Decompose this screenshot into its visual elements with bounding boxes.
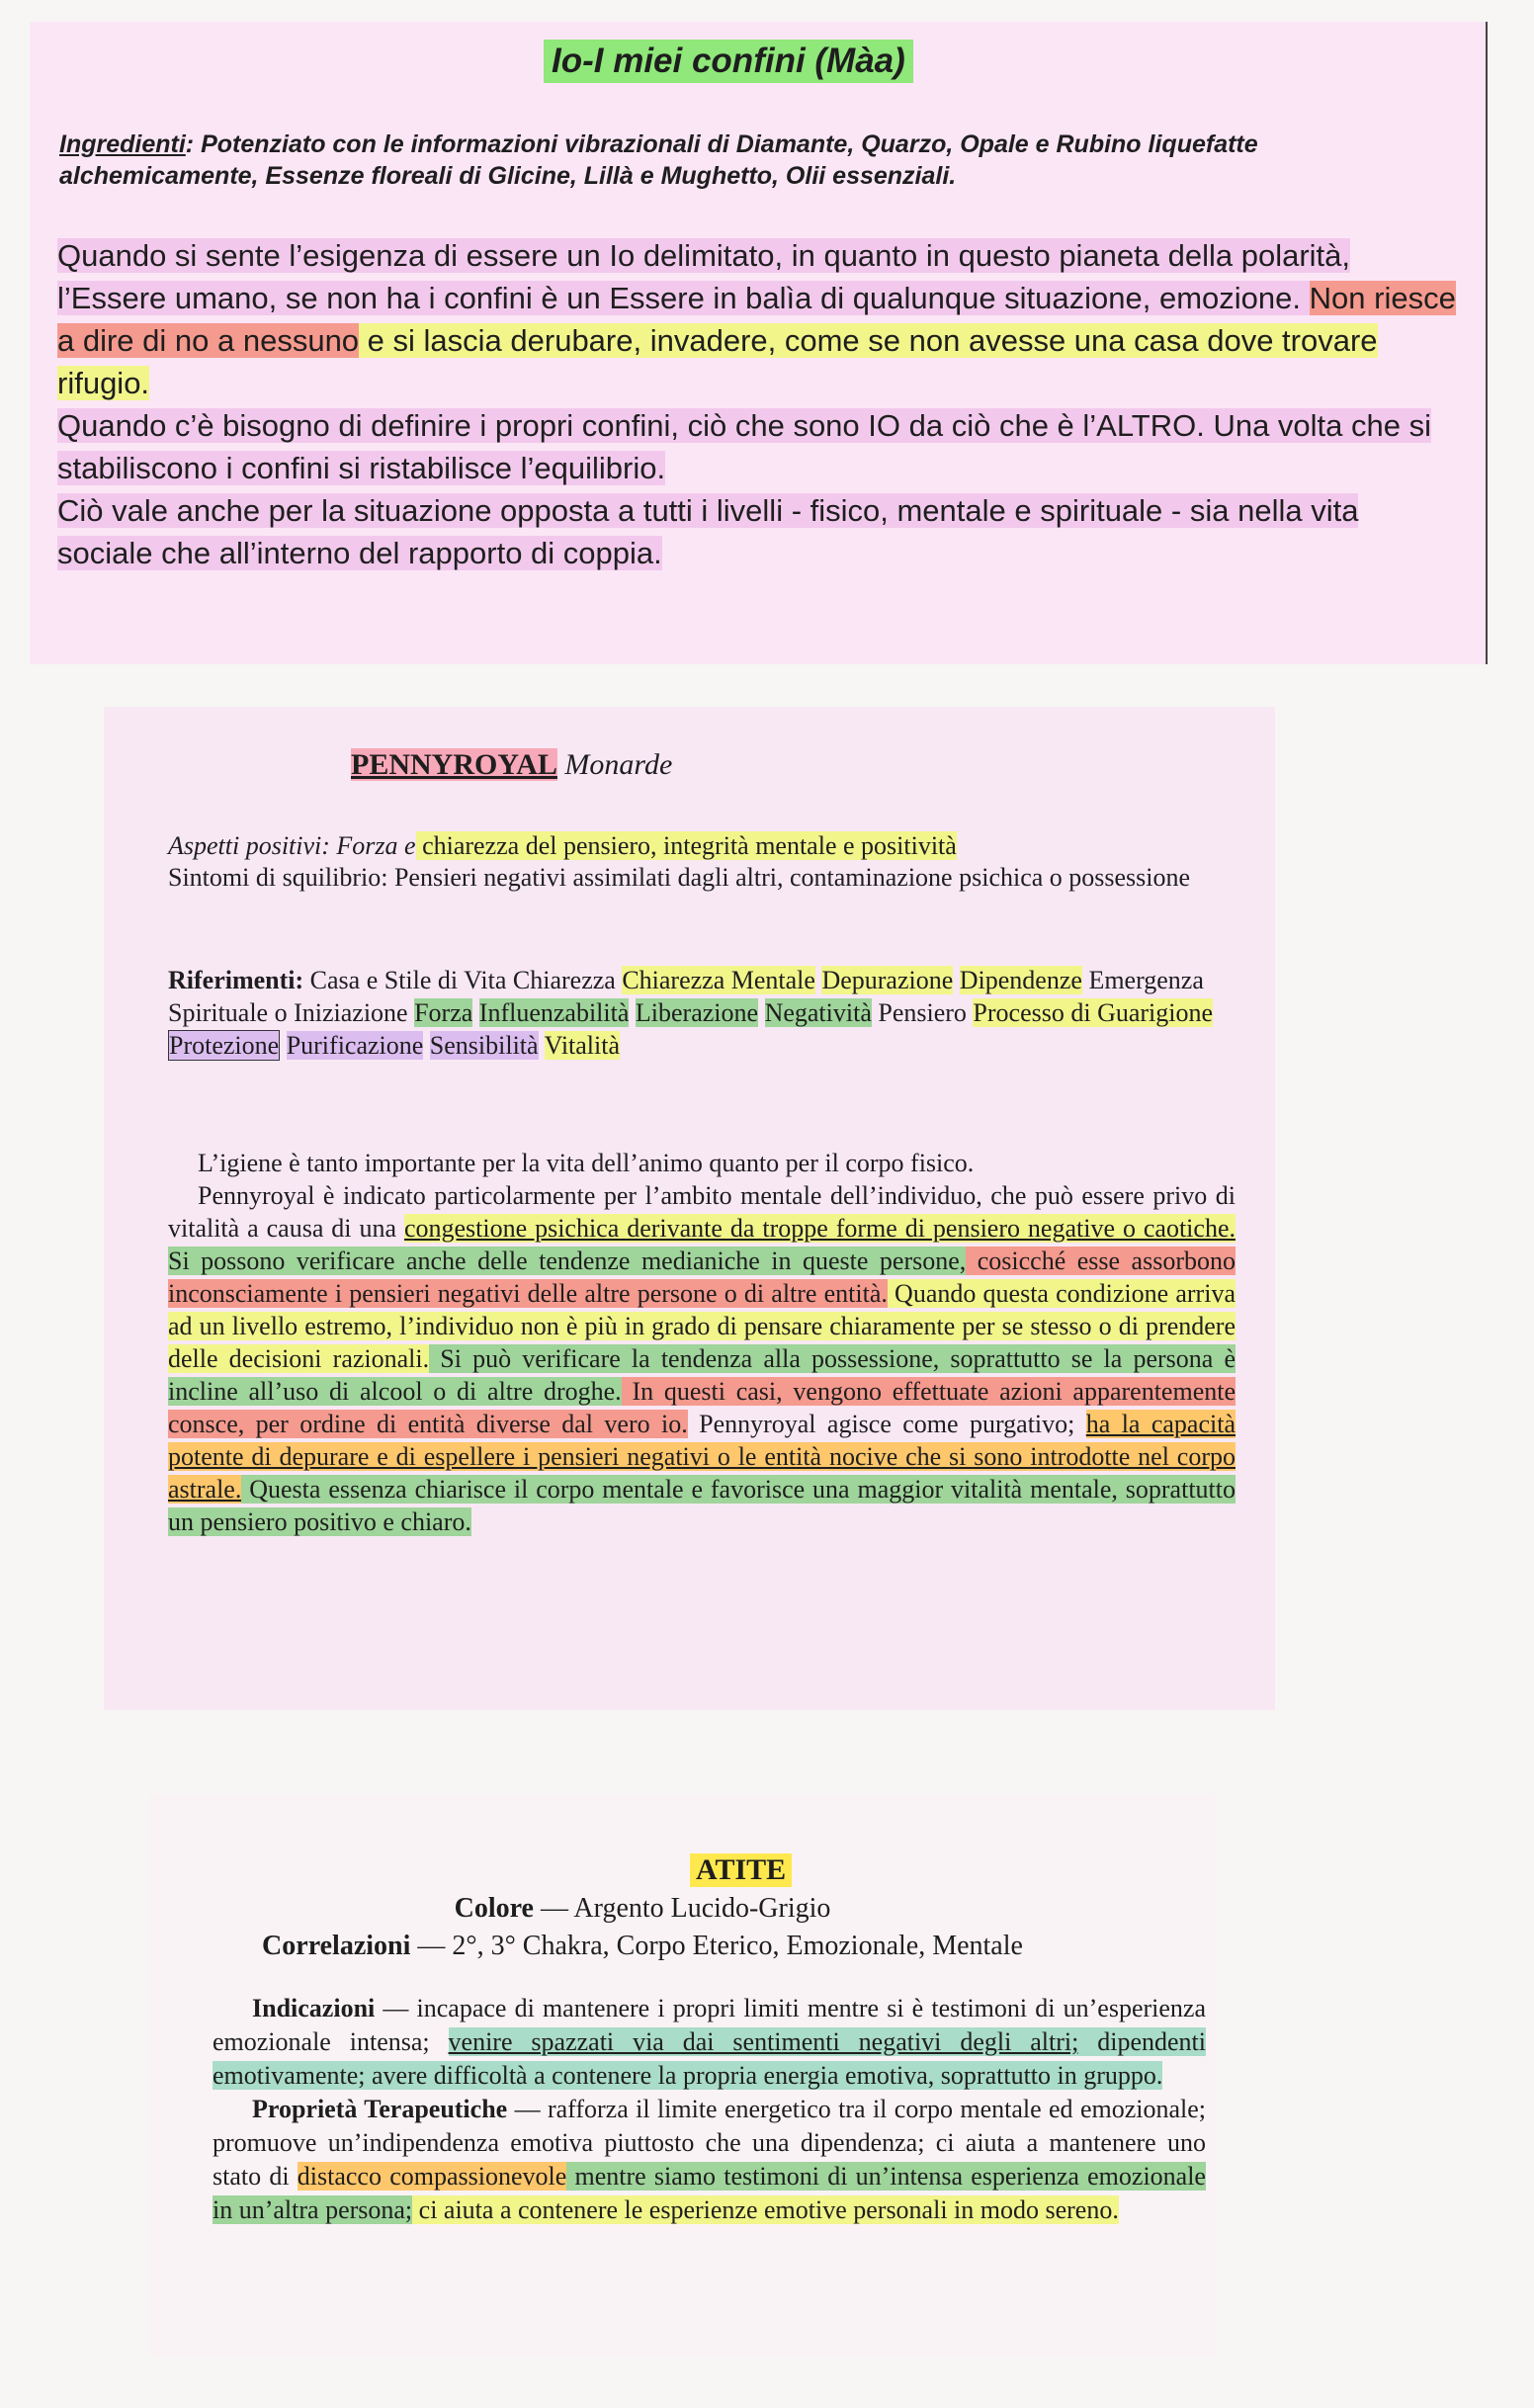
ref-item: Protezione [169, 1031, 280, 1060]
ingredients-label: Ingredienti [59, 130, 186, 158]
atite-colore [148, 1893, 1137, 1925]
body-p2-a: Pennyroyal è indicato particolarmente per l’ambito mentale dell’individuo, che può essere privo di vitalità a causa di una [168, 1181, 1236, 1243]
body-p2-f: Si può verificare la tendenza alla possessione, soprattutto se la persona è incline all’uso di alcool o di altre droghe. [168, 1344, 1236, 1406]
pennyroyal-name: PENNYROYAL [351, 748, 557, 781]
ingredients-text: : Potenziato con le informazioni vibrazionali di Diamante, Quarzo, Opale e Rubino liquefatte alchemicamente, Essenze floreali di Glicine, Lillà e Mughetto, Olii essenziali. [59, 130, 1258, 190]
document-title: Io-I miei confini (Màa) [544, 40, 913, 83]
body-p2-j: Questa essenza chiarisce il corpo mentale e favorisce una maggior vitalità mentale, soprattutto un pensiero positivo e chiaro. [168, 1475, 1236, 1536]
ind-b: venire spazzati via dai sentimenti negativi degli altri; [448, 2027, 1079, 2056]
ref-item: Vitalità [544, 1031, 621, 1060]
aspects-text: chiarezza del pensiero, integrità mentale e positività [415, 831, 957, 860]
intro-paragraph-2 [57, 404, 1461, 489]
colore-value: — Argento Lucido-Grigio [533, 1893, 831, 1924]
pennyroyal-subname: Monarde [564, 748, 673, 781]
ind-a: — incapace di mantenere i propri limiti mentre si è testimoni di un’esperienza emozionale intensa; [213, 1994, 1206, 2056]
ind-c: dipendenti emotivamente; avere difficoltà a contenere la propria energia emotiva, soprattutto in gruppo. [213, 2027, 1206, 2090]
ref-item: Depurazione [821, 966, 954, 994]
references-list [168, 964, 1236, 1062]
proprieta-label: Proprietà Terapeutiche [252, 2095, 508, 2123]
ref-item: Negatività [764, 998, 872, 1027]
intro-p1-part-c: e si lascia derubare, invadere, come se non avesse una casa dove trovare rifugio. [57, 323, 1378, 400]
pennyroyal-heading [351, 748, 672, 782]
imbalance-symptoms: Sintomi di squilibrio: Pensieri negativi assimilati dagli altri, contaminazione psichica o possessione [168, 863, 1191, 892]
body-p2-b: congestione psichica derivante da troppe forme di pensiero negative o caotiche. [403, 1214, 1236, 1243]
sheet-io-confini [30, 22, 1488, 664]
ref-item: Emergenza Spirituale o Iniziazione [168, 966, 1204, 1027]
ref-item: Sensibilità [429, 1031, 539, 1060]
pennyroyal-aspects [168, 830, 1226, 894]
intro-p1-part-a: Quando si sente l’esigenza di essere un Io delimitato, in quanto in questo pianeta della polarità, l’Essere umano, se non ha i confini è un Essere in balìa di qualunque situazione, emozione. [57, 238, 1351, 315]
ref-item: Influenzabilità [478, 998, 630, 1027]
ref-item: Liberazione [635, 998, 759, 1027]
prop-d: ci aiuta a contenere le esperienze emotive personali in modo sereno. [412, 2195, 1119, 2224]
indicazioni-label: Indicazioni [252, 1994, 376, 2022]
ref-item: Dipendenze [959, 966, 1082, 994]
intro-text [57, 234, 1461, 574]
atite-heading: ATITE [690, 1853, 792, 1887]
body-p2-c: Si possono verificare anche delle tendenze medianiche in queste persone, [168, 1247, 967, 1275]
intro-p3-text: Ciò vale anche per la situazione opposta a tutti i livelli - fisico, mentale e spirituale - sia nella vita sociale che all’interno del rapporto di coppia. [57, 493, 1359, 570]
sheet-atite [148, 1794, 1216, 2358]
pennyroyal-body [168, 1147, 1236, 1538]
body-paragraph-2 [168, 1179, 1236, 1538]
body-p2-i: ha la capacità potente di depurare e di espellere i pensieri negativi o le entità nocive che si sono introdotte nel corpo astrale. [168, 1410, 1236, 1504]
positive-aspects [168, 830, 1226, 862]
prop-c: mentre siamo testimoni di un’intensa esperienza emozionale in un’altra persona; [213, 2162, 1206, 2224]
body-paragraph-1: L’igiene è tanto importante per la vita dell’animo quanto per il corpo fisico. [198, 1149, 975, 1177]
body-p2-d: cosicché esse assorbono inconsciamente i pensieri negativi delle altre persone o di altre entità. [168, 1247, 1236, 1308]
aspects-label: Aspetti positivi: Forza e [168, 831, 416, 860]
correlazioni-label: Correlazioni [262, 1931, 411, 1961]
ingredients-paragraph [59, 129, 1423, 192]
intro-paragraph-1 [57, 234, 1461, 404]
ref-item: Chiarezza Mentale [622, 966, 815, 994]
body-p2-e: Quando questa condizione arriva ad un livello estremo, l’individuo non è più in grado di pensare chiaramente per se stesso o di prendere delle decisioni razionali. [168, 1279, 1236, 1373]
ref-item: Forza [414, 998, 473, 1027]
proprieta-paragraph [213, 2093, 1206, 2227]
ref-item: Purificazione [286, 1031, 424, 1060]
sheet-pennyroyal [104, 707, 1275, 1710]
ref-item: Processo di Guarigione [973, 998, 1214, 1027]
body-p2-g: In questi casi, vengono effettuate azioni apparentemente consce, per ordine di entità diverse dal vero io. [168, 1377, 1236, 1438]
references-label: Riferimenti: [168, 966, 304, 994]
ref-item: Pensiero [878, 998, 967, 1027]
atite-body [213, 1992, 1206, 2227]
indicazioni-paragraph [213, 1992, 1206, 2093]
atite-correlazioni [148, 1931, 1137, 1962]
colore-label: Colore [454, 1893, 534, 1924]
intro-p1-part-b: Non riesce a dire di no a nessuno [57, 281, 1456, 358]
intro-paragraph-3 [57, 489, 1461, 574]
prop-b: distacco compassionevole [297, 2162, 567, 2191]
intro-p2-text: Quando c’è bisogno di definire i propri confini, ciò che sono IO da ciò che è l’ALTRO. Una volta che si stabiliscono i confini si ristabilisce l’equilibrio. [57, 408, 1432, 485]
body-p2-h: Pennyroyal agisce come purgativo; [687, 1410, 1086, 1438]
ref-item: Casa e Stile di Vita [309, 966, 507, 994]
ref-item: Chiarezza [512, 966, 616, 994]
prop-a: — rafforza il limite energetico tra il corpo mentale ed emozionale; promuove un’indipendenza emotiva piuttosto che una dipendenza; ci aiuta a mantenere uno stato di [213, 2095, 1206, 2191]
correlazioni-value: — 2°, 3° Chakra, Corpo Eterico, Emozionale, Mentale [410, 1931, 1023, 1961]
